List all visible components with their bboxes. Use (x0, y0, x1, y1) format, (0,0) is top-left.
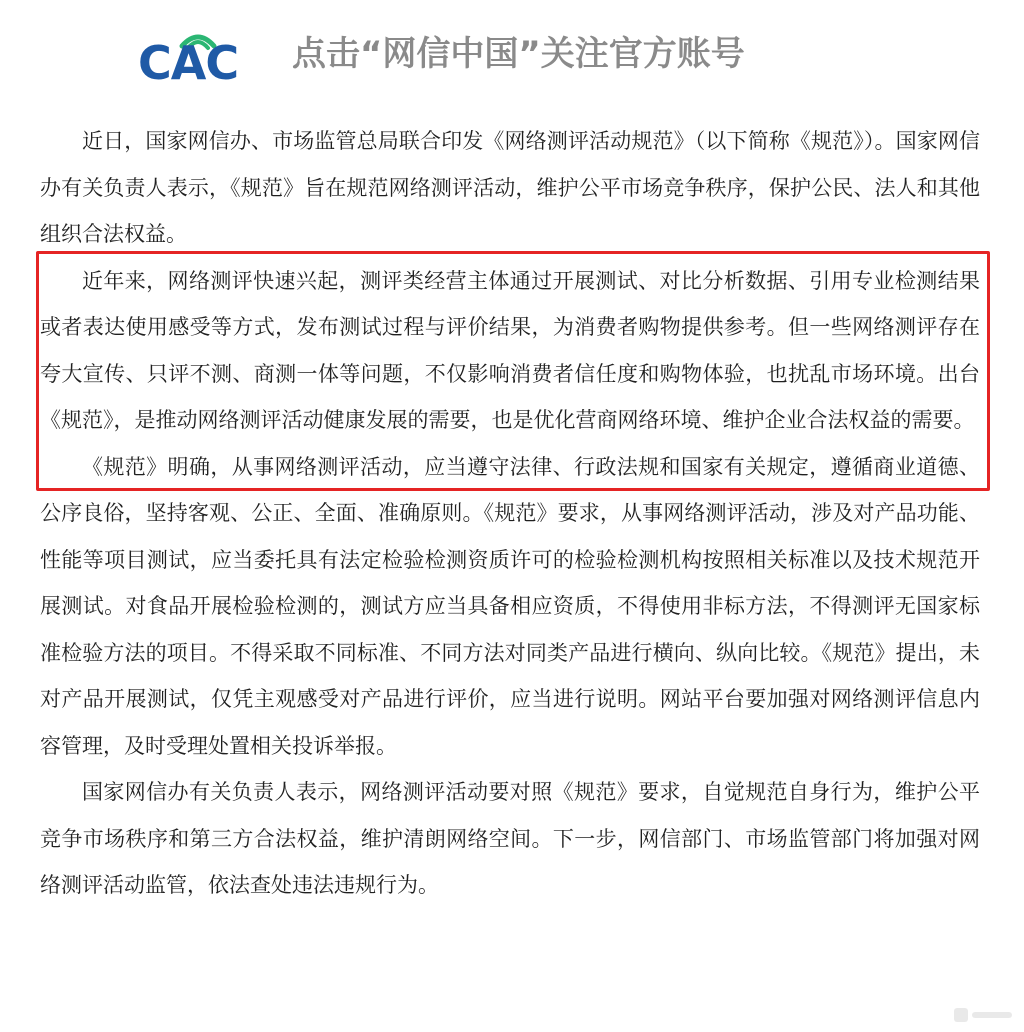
page-header (0, 18, 1024, 90)
article-body (40, 118, 980, 909)
follow-slogan: 点击“网信中国”关注官方账号 (292, 34, 745, 74)
cac-logo (138, 22, 258, 90)
paragraph-highlighted: 近年来，网络测评快速兴起，测评类经营主体通过开展测试、对比分析数据、引用专业检测结果或者表达使用感受等方式，发布测试过程与评价结果，为消费者购物提供参考。但一些网络测评存在夸大宣传、只评不测、商测一体等问题，不仅影响消费者信任度和购物体验，也扰乱市场环境。出台《规范》，是推动网络测评活动健康发展的需要，也是优化营商网络环境、维护企业合法权益的需要。 (40, 268, 980, 432)
watermark-icon (952, 1004, 1016, 1026)
paragraph-requirements: 《规范》明确，从事网络测评活动，应当遵守法律、行政法规和国家有关规定，遵循商业道德、公序良俗，坚持客观、公正、全面、准确原则。《规范》要求，从事网络测评活动，涉及对产品功能、性能等项目测试，应当委托具有法定检验检测资质许可的检验检测机构按照相关标准以及技术规范开展测试。对食品开展检验检测的，测试方应当具备相应资质，不得使用非标方法，不得测评无国家标准检验方法的项目。不得采取不同标准、不同方法对同类产品进行横向、纵向比较。《规范》提出，未对产品开展测试，仅凭主观感受对产品进行评价，应当进行说明。网站平台要加强对网络测评信息内容管理，及时受理处置相关投诉举报。 (40, 454, 980, 758)
paragraph-conclusion: 国家网信办有关负责人表示，网络测评活动要对照《规范》要求，自觉规范自身行为，维护公平竞争市场秩序和第三方合法权益，维护清朗网络空间。下一步，网信部门、市场监管部门将加强对网络测评活动监管，依法查处违法违规行为。 (40, 780, 980, 897)
logo-text: CAC (138, 36, 239, 90)
paragraph-intro: 近日，国家网信办、市场监管总局联合印发《网络测评活动规范》（以下简称《规范》）。国家网信办有关负责人表示，《规范》旨在规范网络测评活动，维护公平市场竞争秩序，保护公民、法人和其他组织合法权益。 (40, 129, 980, 246)
